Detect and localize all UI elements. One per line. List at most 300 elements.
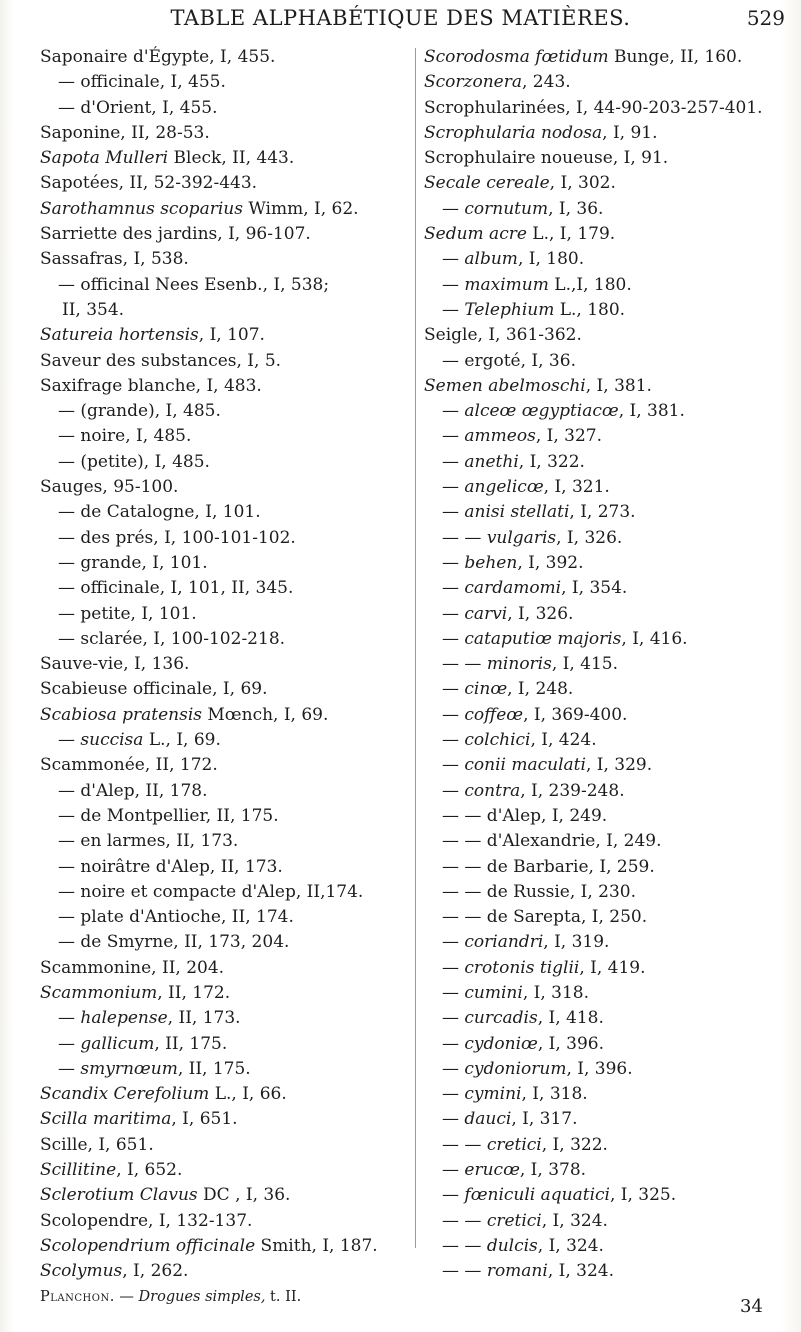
index-entry — [424, 45, 796, 70]
entry-text: — — [58, 1058, 81, 1079]
entry-text: — — [442, 704, 465, 725]
entry-text: — — [442, 1185, 465, 1206]
index-entry — [40, 1234, 410, 1259]
signature-mark: 34 — [740, 1296, 763, 1317]
entry-italic-text: minoris — [486, 654, 552, 675]
entry-text: , I, 369-400. — [523, 704, 628, 725]
entry-text: , I, 273. — [569, 502, 636, 523]
entry-text: , I, 321. — [543, 477, 610, 498]
index-entry — [40, 171, 410, 196]
entry-text: , I, 239-248. — [520, 780, 625, 801]
entry-italic-text: Scilla maritima — [40, 1109, 172, 1130]
entry-text: — — [442, 1058, 465, 1079]
entry-italic-text: coffeœ — [464, 704, 524, 725]
entry-text: — plate d'Antioche, II, 174. — [58, 907, 294, 928]
index-entry — [424, 197, 796, 222]
entry-italic-text: fœniculi aquatici — [464, 1185, 610, 1206]
entry-text: — — de Barbarie, I, 259. — [442, 856, 655, 877]
entry-text: — — [442, 1033, 465, 1054]
entry-text: Bleck, II, 443. — [168, 148, 295, 169]
entry-text: — — — [442, 1261, 487, 1282]
index-entry — [424, 526, 796, 551]
index-entry — [424, 349, 796, 374]
entry-italic-text: cydoniœ — [464, 1033, 538, 1054]
entry-text: , I, 392. — [517, 552, 584, 573]
entry-text: , II, 175. — [177, 1058, 251, 1079]
index-entry — [40, 197, 410, 222]
entry-text: — — [442, 451, 465, 472]
index-entry — [40, 753, 410, 778]
index-entry — [40, 1158, 410, 1183]
index-column-right — [424, 45, 796, 1285]
entry-text: — ergoté, I, 36. — [442, 350, 576, 371]
entry-text: — — [442, 603, 465, 624]
entry-text: — — [442, 401, 465, 422]
index-entry — [40, 855, 410, 880]
entry-text: , I, 396. — [566, 1058, 633, 1079]
entry-text: — d'Alep, II, 178. — [58, 780, 208, 801]
footer-author: Planchon. — [40, 1288, 115, 1305]
entry-text: — noire, I, 485. — [58, 426, 192, 447]
entry-italic-text: curcadis — [464, 1008, 538, 1029]
entry-italic-text: Scorodosma fœtidum — [424, 47, 609, 67]
index-entry — [424, 1183, 796, 1208]
index-entry — [424, 880, 796, 905]
entry-text: Saponaire d'Égypte, I, 455. — [40, 47, 276, 67]
entry-italic-text: cardamomi — [464, 578, 562, 599]
entry-text: — — [442, 198, 465, 219]
index-entry — [424, 146, 796, 171]
entry-italic-text: ammeos — [464, 426, 536, 447]
entry-text: , I, 416. — [621, 628, 688, 649]
index-entry — [40, 146, 410, 171]
entry-italic-text: conii maculati — [464, 755, 586, 776]
entry-text: Smith, I, 187. — [255, 1235, 378, 1256]
entry-text: — — — [442, 1134, 487, 1155]
index-entry — [424, 1082, 796, 1107]
entry-italic-text: Scabiosa pratensis — [40, 704, 202, 725]
entry-italic-text: coriandri — [464, 932, 544, 953]
footer-dash: — — [114, 1288, 139, 1305]
entry-text: , I, 327. — [535, 426, 602, 447]
index-entry — [424, 298, 796, 323]
entry-text: — officinale, I, 101, II, 345. — [58, 578, 294, 599]
index-entry — [424, 1209, 796, 1234]
entry-text: , I, 329. — [585, 755, 653, 776]
entry-italic-text: Scrophularia nodosa — [424, 122, 603, 143]
index-entry — [40, 956, 410, 981]
entry-text: Scolopendre, I, 132-137. — [40, 1210, 253, 1231]
index-entry — [424, 627, 796, 652]
entry-italic-text: Secale cereale — [424, 173, 550, 194]
entry-text: , II, 172. — [157, 982, 231, 1003]
entry-text: , I, 325. — [609, 1185, 677, 1206]
entry-text: Sauges, 95-100. — [40, 477, 179, 498]
index-entry — [424, 1259, 796, 1284]
entry-text: , I, 378. — [519, 1160, 587, 1181]
index-entry — [40, 1057, 410, 1082]
entry-text: Saxifrage blanche, I, 483. — [40, 375, 262, 396]
entry-italic-text: halepense — [80, 1008, 168, 1029]
entry-text: Bunge, II, 160. — [608, 47, 743, 67]
index-entry — [424, 121, 796, 146]
entry-italic-text: carvi — [464, 603, 508, 624]
entry-text: Sassafras, I, 538. — [40, 249, 189, 270]
index-entry — [424, 273, 796, 298]
index-entry — [40, 247, 410, 272]
entry-text: — de Montpellier, II, 175. — [58, 805, 279, 826]
entry-text: — — [442, 1160, 465, 1181]
entry-italic-text: Scandix Cerefolium — [40, 1084, 210, 1105]
entry-italic-text: cymini — [464, 1084, 522, 1105]
entry-italic-text: Sapota Mulleri — [40, 148, 169, 169]
entry-italic-text: Sclerotium Clavus — [40, 1185, 198, 1206]
entry-italic-text: cretici — [486, 1134, 542, 1155]
index-entry — [40, 804, 410, 829]
index-entry — [40, 222, 410, 247]
index-entry — [424, 323, 796, 348]
entry-text: , I, 324. — [537, 1235, 604, 1256]
index-entry — [424, 677, 796, 702]
entry-italic-text: angelicœ — [464, 477, 544, 498]
entry-text: — de Catalogne, I, 101. — [58, 502, 261, 523]
entry-text: — officinale, I, 455. — [58, 72, 226, 93]
entry-italic-text: cataputiœ majoris — [464, 628, 622, 649]
index-entry — [40, 475, 410, 500]
index-entry — [40, 399, 410, 424]
index-entry — [424, 500, 796, 525]
entry-italic-text: Telephium — [464, 299, 555, 320]
index-entry — [40, 374, 410, 399]
index-entry — [40, 779, 410, 804]
index-entry — [40, 981, 410, 1006]
entry-text: , I, 324. — [541, 1210, 608, 1231]
index-entry — [40, 70, 410, 95]
entry-text: L., I, 66. — [209, 1084, 287, 1105]
entry-text: , I, 322. — [518, 451, 585, 472]
entry-text: — — d'Alexandrie, I, 249. — [442, 831, 662, 852]
entry-text: , I, 652. — [116, 1160, 183, 1181]
index-entry — [40, 551, 410, 576]
entry-italic-text: Scolopendrium officinale — [40, 1235, 256, 1256]
index-entry — [40, 1259, 410, 1284]
entry-text: — — [58, 1008, 81, 1029]
entry-italic-text: erucœ — [464, 1160, 520, 1181]
index-entry — [40, 1209, 410, 1234]
index-entry — [424, 829, 796, 854]
entry-italic-text: alceœ œgyptiacœ — [464, 401, 619, 422]
entry-italic-text: Scammonium — [40, 982, 158, 1003]
entry-italic-text: cydoniorum — [464, 1058, 567, 1079]
entry-text: Saponine, II, 28-53. — [40, 122, 210, 143]
index-entry — [424, 652, 796, 677]
running-title: TABLE ALPHABÉTIQUE DES MATIÈRES. — [170, 6, 631, 30]
entry-text: , I, 262. — [122, 1261, 189, 1282]
entry-text: Mœnch, I, 69. — [202, 704, 329, 725]
entry-text: — — — [442, 1235, 487, 1256]
entry-italic-text: contra — [464, 780, 521, 801]
entry-text: — grande, I, 101. — [58, 552, 208, 573]
entry-text: — — de Russie, I, 230. — [442, 881, 637, 902]
entry-text: , II, 173. — [167, 1008, 241, 1029]
entry-text: — sclarée, I, 100-102-218. — [58, 628, 286, 649]
index-entry — [40, 728, 410, 753]
entry-text: Saveur des substances, I, 5. — [40, 350, 282, 371]
entry-text: — — [442, 274, 465, 295]
entry-text: — — d'Alep, I, 249. — [442, 805, 608, 826]
page-number: 529 — [746, 6, 785, 30]
index-entry — [424, 956, 796, 981]
index-entry — [40, 450, 410, 475]
entry-text: , I, 107. — [198, 325, 265, 346]
entry-text: , I, 326. — [556, 527, 623, 548]
entry-text: Sapotées, II, 52-392-443. — [40, 173, 258, 194]
index-entry — [40, 930, 410, 955]
entry-text: — — [442, 1109, 465, 1130]
entry-italic-text: Scolymus — [40, 1261, 123, 1282]
entry-text: , I, 324. — [547, 1261, 615, 1282]
entry-text: , I, 326. — [507, 603, 574, 624]
entry-italic-text: Scillitine — [40, 1160, 117, 1181]
entry-text: — — [58, 1033, 81, 1054]
entry-text: — — — [442, 527, 487, 548]
entry-italic-text: Satureia hortensis — [40, 325, 199, 346]
index-entry — [40, 526, 410, 551]
entry-text: — en larmes, II, 173. — [58, 831, 239, 852]
index-entry — [424, 753, 796, 778]
index-entry — [40, 602, 410, 627]
entry-text: , I, 322. — [541, 1134, 608, 1155]
index-column-left — [40, 45, 410, 1310]
index-entry — [40, 1006, 410, 1031]
entry-italic-text: succisa — [80, 730, 144, 751]
entry-text: L.,I, 180. — [548, 274, 632, 295]
entry-text: — — [442, 932, 465, 953]
entry-text: , I, 318. — [522, 982, 590, 1003]
entry-text: — officinal Nees Esenb., I, 538; — [58, 274, 330, 295]
index-entry — [424, 222, 796, 247]
entry-text: , I, 418. — [537, 1008, 604, 1029]
index-entry — [424, 1133, 796, 1158]
index-entry — [424, 1158, 796, 1183]
entry-text: — — [442, 982, 465, 1003]
index-entry — [424, 551, 796, 576]
entry-text: L., I, 179. — [526, 224, 616, 245]
index-entry — [424, 602, 796, 627]
entry-italic-text: romani — [486, 1261, 548, 1282]
entry-text: — noirâtre d'Alep, II, 173. — [58, 856, 283, 877]
entry-italic-text: behen — [464, 552, 518, 573]
index-entry — [40, 273, 410, 298]
entry-text: Scammonine, II, 204. — [40, 957, 225, 978]
index-entry — [40, 652, 410, 677]
entry-text: , I, 381. — [618, 401, 685, 422]
entry-text: Scabieuse officinale, I, 69. — [40, 679, 268, 700]
index-entry — [40, 1183, 410, 1208]
entry-text: — — [442, 1008, 465, 1029]
entry-text: , I, 318. — [521, 1084, 588, 1105]
index-entry — [40, 298, 410, 323]
entry-text: , I, 319. — [543, 932, 610, 953]
entry-italic-text: Scorzonera — [424, 72, 522, 93]
entry-italic-text: gallicum — [80, 1033, 155, 1054]
index-entry — [424, 374, 796, 399]
entry-text: , I, 396. — [537, 1033, 605, 1054]
entry-text: Scille, I, 651. — [40, 1134, 154, 1155]
index-entry — [424, 1057, 796, 1082]
index-entry — [424, 728, 796, 753]
entry-text: — — [442, 957, 465, 978]
entry-text: DC , I, 36. — [197, 1185, 291, 1206]
entry-text: — — [442, 249, 465, 270]
index-entry — [40, 880, 410, 905]
entry-italic-text: Sedum acre — [424, 224, 527, 245]
entry-text: — — — [442, 1210, 487, 1231]
index-entry — [424, 1006, 796, 1031]
index-entry — [424, 96, 796, 121]
entry-text: , I, 91. — [602, 122, 658, 143]
entry-italic-text: vulgaris — [486, 527, 557, 548]
running-header — [0, 6, 801, 36]
entry-italic-text: Semen abelmoschi — [424, 375, 586, 396]
index-entry — [40, 1133, 410, 1158]
entry-italic-text: cinœ — [464, 679, 508, 700]
entry-text: L., 180. — [554, 299, 626, 320]
entry-text: Sauve-vie, I, 136. — [40, 654, 190, 675]
entry-italic-text: album — [464, 249, 518, 270]
index-entry — [424, 981, 796, 1006]
entry-text: , I, 424. — [530, 730, 597, 751]
index-entry — [424, 804, 796, 829]
index-entry — [424, 399, 796, 424]
index-entry — [40, 424, 410, 449]
index-entry — [40, 677, 410, 702]
index-entry — [424, 1107, 796, 1132]
entry-italic-text: anethi — [464, 451, 519, 472]
index-entry — [40, 627, 410, 652]
entry-text: L., I, 69. — [143, 730, 221, 751]
index-entry — [424, 171, 796, 196]
entry-text: — — [442, 679, 465, 700]
entry-italic-text: anisi stellati — [464, 502, 570, 523]
index-entry — [40, 1107, 410, 1132]
index-entry — [424, 424, 796, 449]
entry-text: II, 354. — [62, 299, 125, 320]
index-entry — [424, 930, 796, 955]
entry-text: — petite, I, 101. — [58, 603, 197, 624]
index-entry — [40, 500, 410, 525]
entry-text: — noire et compacte d'Alep, II,174. — [58, 881, 364, 902]
entry-text: , 243. — [522, 72, 571, 93]
entry-text: , I, 248. — [507, 679, 574, 700]
footer-volume: t. II. — [265, 1288, 302, 1305]
entry-italic-text: cumini — [464, 982, 523, 1003]
index-entry — [40, 349, 410, 374]
entry-text: , I, 317. — [511, 1109, 578, 1130]
index-entry — [40, 703, 410, 728]
entry-text: — — [442, 730, 465, 751]
entry-italic-text: cornutum — [464, 198, 549, 219]
entry-text: , I, 651. — [171, 1109, 238, 1130]
index-entry — [424, 855, 796, 880]
index-entry — [424, 247, 796, 272]
entry-text: — — [442, 477, 465, 498]
entry-text: , I, 36. — [548, 198, 604, 219]
entry-text: Sarriette des jardins, I, 96-107. — [40, 224, 311, 245]
index-entry — [40, 576, 410, 601]
entry-italic-text: crotonis tiglii — [464, 957, 580, 978]
entry-text: — d'Orient, I, 455. — [58, 97, 218, 118]
entry-text: — — [442, 299, 465, 320]
entry-text: , II, 175. — [154, 1033, 228, 1054]
entry-text: , I, 419. — [579, 957, 646, 978]
entry-italic-text: cretici — [486, 1210, 542, 1231]
entry-text: Scammonée, II, 172. — [40, 755, 218, 776]
entry-text: — — — [442, 654, 487, 675]
index-entry — [40, 323, 410, 348]
entry-italic-text: Sarothamnus scoparius — [40, 198, 243, 219]
entry-text: Wimm, I, 62. — [242, 198, 359, 219]
footer-work-title: Drogues simples, — [138, 1288, 266, 1305]
entry-text: — des prés, I, 100-101-102. — [58, 527, 296, 548]
entry-text: — — [442, 552, 465, 573]
entry-text: — (petite), I, 485. — [58, 451, 210, 472]
entry-text: , I, 302. — [549, 173, 616, 194]
index-entry — [40, 1032, 410, 1057]
entry-italic-text: smyrnœum — [80, 1058, 178, 1079]
index-entry — [424, 1234, 796, 1259]
entry-italic-text: maximum — [464, 274, 549, 295]
index-entry — [40, 96, 410, 121]
index-entry — [424, 475, 796, 500]
entry-text: — (grande), I, 485. — [58, 401, 221, 422]
entry-text: — — [442, 426, 465, 447]
entry-text: — — [442, 1084, 465, 1105]
entry-text: , I, 381. — [585, 375, 652, 396]
entry-italic-text: dauci — [464, 1109, 512, 1130]
index-entry — [40, 121, 410, 146]
index-entry — [424, 450, 796, 475]
index-entry — [40, 45, 410, 70]
index-entry — [40, 829, 410, 854]
index-entry — [424, 703, 796, 728]
entry-text: — — [58, 730, 81, 751]
entry-italic-text: dulcis — [486, 1235, 538, 1256]
entry-text: , I, 180. — [517, 249, 585, 270]
entry-text: Scrophulaire noueuse, I, 91. — [424, 148, 669, 169]
entry-text: — — de Sarepta, I, 250. — [442, 907, 648, 928]
index-entry — [40, 1082, 410, 1107]
entry-italic-text: colchici — [464, 730, 531, 751]
index-entry — [424, 905, 796, 930]
entry-text: , I, 354. — [561, 578, 628, 599]
entry-text: , I, 415. — [551, 654, 619, 675]
index-entry — [40, 905, 410, 930]
entry-text: Scrophularinées, I, 44-90-203-257-401. — [424, 97, 763, 118]
entry-text: — — [442, 755, 465, 776]
index-entry — [424, 1032, 796, 1057]
entry-text: — — [442, 578, 465, 599]
entry-text: — de Smyrne, II, 173, 204. — [58, 932, 290, 953]
index-entry — [424, 779, 796, 804]
entry-text: — — [442, 502, 465, 523]
entry-text: — — [442, 780, 465, 801]
index-entry — [424, 576, 796, 601]
page-footer — [40, 1285, 410, 1310]
entry-text: Seigle, I, 361-362. — [424, 325, 582, 346]
index-entry — [424, 70, 796, 95]
entry-text: — — [442, 628, 465, 649]
